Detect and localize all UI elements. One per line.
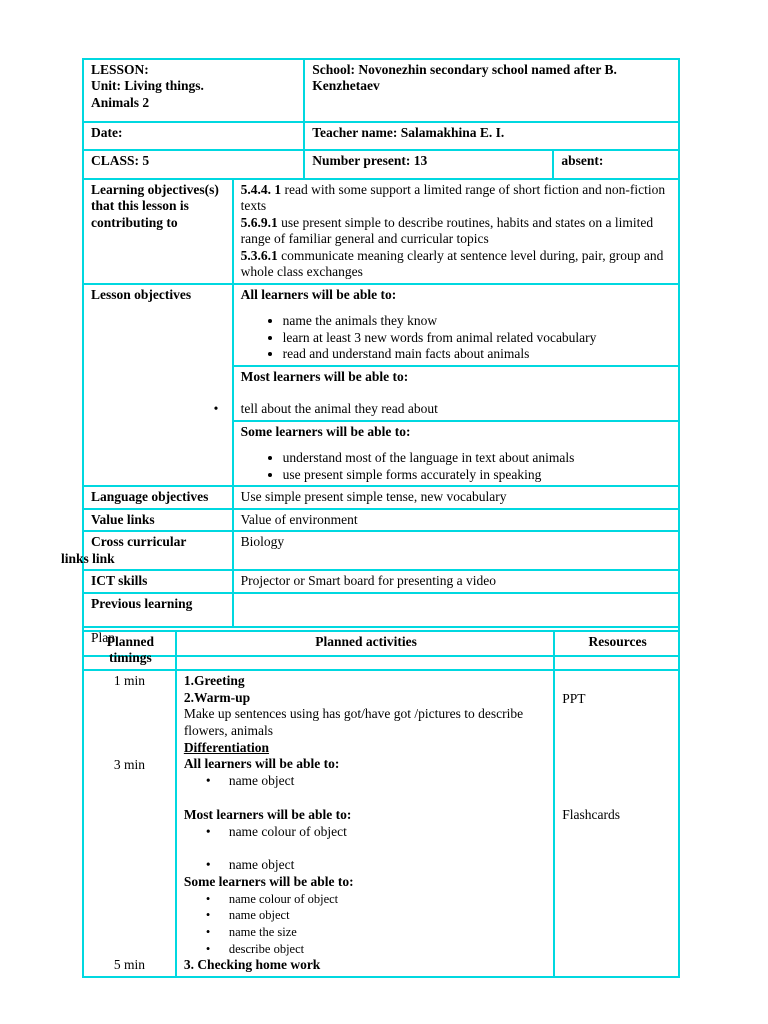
all-learners-cell <box>233 284 679 366</box>
some-learners-list <box>241 450 673 483</box>
most-learners-cell <box>213 366 679 421</box>
school-cell: School: Novonezhin secondary school named after B. Kenzhetaev <box>304 59 679 122</box>
language-objectives-value: Use simple present simple tense, new vocabulary <box>233 486 679 508</box>
timing-2: 3 min <box>113 756 145 772</box>
class-cell: CLASS: 5 <box>83 150 304 179</box>
most-learners-heading: Most learners will be able to: <box>240 368 409 384</box>
previous-learning-label: Previous learning <box>83 593 233 627</box>
teacher-cell: Teacher name: Salamakhina E. I. <box>304 122 679 150</box>
list-item: • name the size <box>184 924 548 941</box>
some-learners-heading: Some learners will be able to: <box>183 873 354 889</box>
header-resources: Resources <box>554 631 679 670</box>
date-cell: Date: <box>83 122 304 150</box>
lesson-objectives-label: Lesson objectives <box>83 284 233 486</box>
header-timings: Planned timings <box>83 631 176 670</box>
activities-cell <box>176 670 554 977</box>
list-item: • name object <box>184 773 548 790</box>
most-learners-item: tell about the animal they read about <box>240 401 438 417</box>
list-item: • describe object <box>184 941 548 958</box>
value-links-label: Value links <box>83 509 233 531</box>
previous-learning-value <box>233 593 679 627</box>
objective-item: 5.6.9.1 use present simple to describe routines, habits and states on a limited range of familiar general and curricular topics <box>240 214 654 247</box>
unit-name: Animals 2 <box>91 94 150 110</box>
differentiation: Differentiation <box>183 739 270 755</box>
lesson-cell <box>83 59 304 122</box>
resource-flashcards: Flashcards <box>562 806 621 822</box>
checking-homework: 3. Checking home work <box>183 957 321 973</box>
stray-bullet: • <box>213 400 219 416</box>
timings-cell <box>83 670 176 977</box>
plan-label: Plan <box>83 627 679 656</box>
header-table <box>82 58 680 180</box>
cross-curricular-value: Biology <box>233 531 679 570</box>
learning-objectives-label: Learning objectives(s) that this lesson is contributing to <box>83 179 233 284</box>
list-item: • name colour of object <box>184 891 548 908</box>
some-learners-heading: Some learners will be able to: <box>240 423 411 439</box>
list-item: • name the animals they know <box>283 313 673 329</box>
list-item: • name colour of object <box>184 824 548 841</box>
most-learners-heading: Most learners will be able to: <box>183 806 352 822</box>
header-activities: Planned activities <box>176 631 554 670</box>
cross-curricular-line1: Cross curricular <box>91 534 187 550</box>
all-learners-heading: All learners will be able to: <box>183 756 340 772</box>
list-item: • learn at least 3 new words from animal related vocabulary <box>283 330 673 346</box>
some-learners-cell <box>233 421 679 486</box>
list-item: • name object <box>184 907 548 924</box>
resource-ppt: PPT <box>562 690 586 706</box>
resources-cell <box>554 670 679 977</box>
value-links-value: Value of environment <box>233 509 679 531</box>
greeting: 1.Greeting <box>183 672 245 688</box>
ict-skills-value: Projector or Smart board for presenting a video <box>233 570 679 592</box>
all-learners-list <box>241 313 673 362</box>
cross-curricular-label <box>61 531 233 570</box>
all-learners-heading: All learners will be able to: <box>240 286 397 302</box>
objective-item: 5.4.4. 1 read with some support a limited range of short fiction and non-fiction texts <box>240 182 666 214</box>
list-item: • use present simple forms accurately in speaking <box>283 467 673 483</box>
language-objectives-label: Language objectives <box>83 486 233 508</box>
absent-cell: absent: <box>553 150 679 179</box>
number-present-cell: Number present: 13 <box>304 150 553 179</box>
warmup: 2.Warm-up <box>183 689 251 705</box>
unit-label: Unit: Living things. <box>91 78 204 94</box>
list-item: • name object <box>184 857 548 874</box>
plan-table <box>82 630 680 978</box>
learning-objectives-cell <box>233 179 679 284</box>
cross-curricular-line2: links link <box>61 550 115 566</box>
lesson-label: LESSON: <box>91 62 149 77</box>
list-item: • understand most of the language in text about animals <box>283 450 673 466</box>
ict-skills-label: ICT skills <box>83 570 233 592</box>
timing-3: 5 min <box>113 956 145 972</box>
timing-1: 1 min <box>113 672 145 688</box>
warmup-text: Make up sentences using has got/have got /pictures to describe flowers, animals <box>183 706 524 739</box>
objective-item: 5.3.6.1 communicate meaning clearly at sentence level during, pair, group and whole class exchanges <box>240 247 664 280</box>
objectives-table <box>61 178 680 657</box>
list-item: • read and understand main facts about animals <box>283 346 673 362</box>
